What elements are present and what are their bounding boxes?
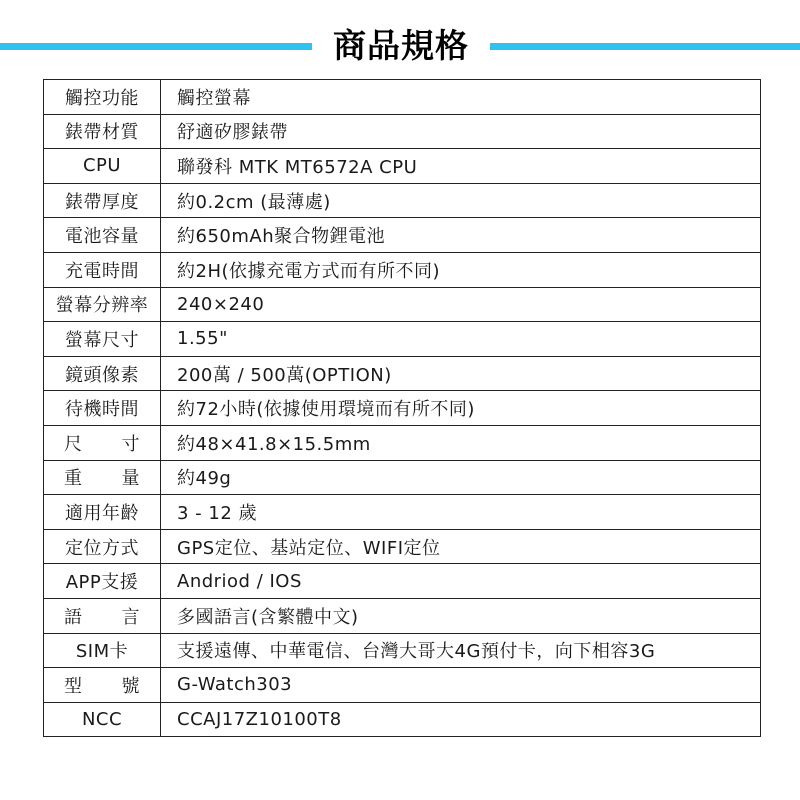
spec-label: APP支援: [44, 564, 161, 599]
spec-value: 約650mAh聚合物鋰電池: [161, 218, 761, 253]
spec-row-positioning: [44, 529, 761, 564]
spec-label-char: 型: [64, 675, 83, 697]
spec-row-language: [44, 598, 761, 633]
spec-label: 充電時間: [44, 252, 161, 287]
spec-label: 觸控功能: [44, 80, 161, 115]
spec-row-strap: [44, 114, 761, 149]
spec-row-age: [44, 495, 761, 530]
spec-label: [44, 460, 161, 495]
spec-value: 200萬 / 500萬(OPTION): [161, 356, 761, 391]
spec-row-touch: [44, 80, 761, 115]
spec-label: 錶帶材質: [44, 114, 161, 149]
spec-value: 3 - 12 歲: [161, 495, 761, 530]
title-bar: [0, 22, 800, 70]
spec-row-cpu: [44, 149, 761, 184]
spec-label: CPU: [44, 149, 161, 184]
title-line-left: [0, 43, 312, 50]
spec-row-dimensions: [44, 425, 761, 460]
spec-value: 舒適矽膠錶帶: [161, 114, 761, 149]
spec-label-char: 號: [121, 675, 140, 697]
spec-row-battery: [44, 218, 761, 253]
spec-label: [44, 598, 161, 633]
spec-value: GPS定位、基站定位、WIFI定位: [161, 529, 761, 564]
spec-label-char: 重: [64, 468, 83, 490]
spec-value: 1.55": [161, 322, 761, 357]
spec-row-ncc: [44, 702, 761, 737]
spec-row-weight: [44, 460, 761, 495]
spec-label: 螢幕分辨率: [44, 287, 161, 322]
spec-row-thickness: [44, 183, 761, 218]
spec-value: CCAJ17Z10100T8: [161, 702, 761, 737]
spec-value: Andriod / IOS: [161, 564, 761, 599]
spec-value: 聯發科 MTK MT6572A CPU: [161, 149, 761, 184]
spec-value: 約49g: [161, 460, 761, 495]
spec-label: [44, 425, 161, 460]
spec-value: 多國語言(含繁體中文): [161, 598, 761, 633]
spec-row-standby: [44, 391, 761, 426]
spec-value: 約0.2cm (最薄處): [161, 183, 761, 218]
spec-row-resolution: [44, 287, 761, 322]
spec-value: 支援遠傳、中華電信、台灣大哥大4G預付卡，向下相容3G: [161, 633, 761, 668]
spec-row-sim: [44, 633, 761, 668]
spec-row-screen-size: [44, 322, 761, 357]
spec-label: 鏡頭像素: [44, 356, 161, 391]
spec-value: 約72小時(依據使用環境而有所不同): [161, 391, 761, 426]
page-title: 商品規格: [333, 26, 469, 65]
spec-value: 觸控螢幕: [161, 80, 761, 115]
spec-value: 約48×41.8×15.5mm: [161, 425, 761, 460]
spec-label-char: 寸: [121, 433, 140, 455]
spec-row-camera: [44, 356, 761, 391]
spec-row-charge-time: [44, 252, 761, 287]
spec-label-char: 量: [121, 468, 140, 490]
title-line-right: [490, 43, 800, 50]
spec-label: 錶帶厚度: [44, 183, 161, 218]
spec-label-char: 言: [121, 606, 140, 628]
spec-label: [44, 668, 161, 703]
spec-label: SIM卡: [44, 633, 161, 668]
spec-label-char: 尺: [64, 433, 83, 455]
spec-value: 約2H(依據充電方式而有所不同): [161, 252, 761, 287]
spec-row-app: [44, 564, 761, 599]
spec-row-model: [44, 668, 761, 703]
spec-label: 電池容量: [44, 218, 161, 253]
spec-label: 適用年齡: [44, 495, 161, 530]
spec-label: NCC: [44, 702, 161, 737]
spec-value: 240×240: [161, 287, 761, 322]
spec-label-char: 語: [64, 606, 83, 628]
spec-label: 螢幕尺寸: [44, 322, 161, 357]
spec-label: 待機時間: [44, 391, 161, 426]
spec-table: [43, 79, 761, 737]
spec-label: 定位方式: [44, 529, 161, 564]
spec-value: G-Watch303: [161, 668, 761, 703]
